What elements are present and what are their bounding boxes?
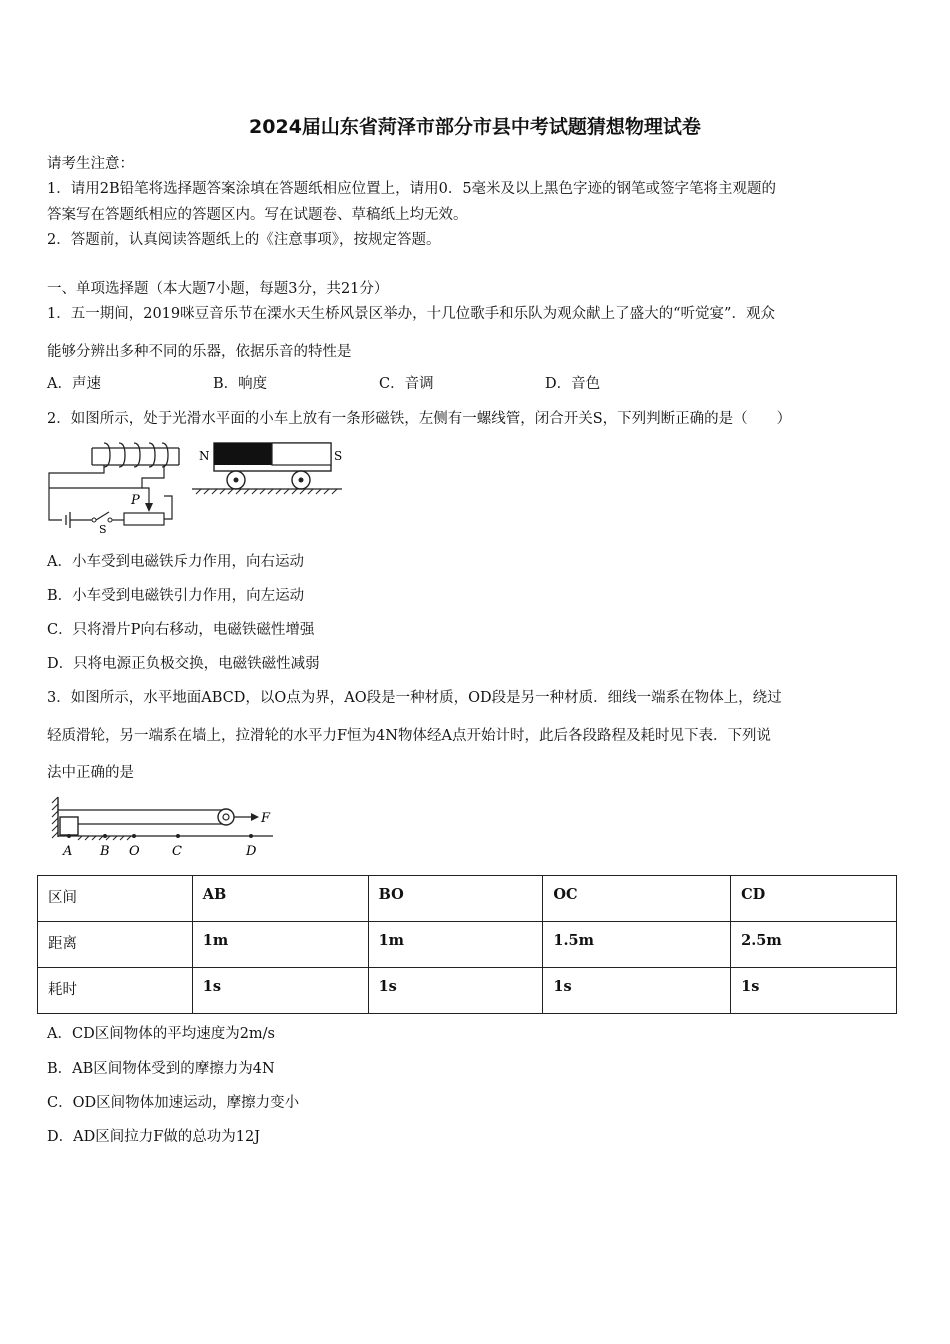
label-b: B: [100, 844, 110, 859]
notice-line-3: 2．答题前，认真阅读答题纸上的《注意事项》，按规定答题。: [47, 232, 441, 248]
q1-option-a[interactable]: A．声速: [47, 376, 101, 392]
magnet-n-half: [214, 443, 272, 465]
q2-option-a[interactable]: A．小车受到电磁铁斥力作用，向右运动: [47, 554, 304, 570]
q2-option-b[interactable]: B．小车受到电磁铁引力作用，向左运动: [47, 588, 305, 604]
wall: [52, 797, 58, 838]
table-cell: 1m: [368, 922, 543, 968]
q2-stem: 2．如图所示，处于光滑水平面的小车上放有一条形磁铁，左侧有一螺线管，闭合开关S，下列判断正确的是（ ）: [47, 411, 792, 427]
ground-hatch: [192, 489, 342, 494]
table-cell: OC: [543, 876, 731, 922]
label-c: C: [172, 844, 182, 859]
table-cell: BO: [368, 876, 543, 922]
table-cell: CD: [731, 876, 897, 922]
table-cell: 1s: [192, 968, 368, 1014]
q1-option-b[interactable]: B．响度: [213, 376, 268, 392]
notice-heading: 请考生注意：: [47, 156, 134, 172]
q2-figure: [44, 438, 344, 533]
q2-option-c[interactable]: C．只将滑片P向右移动，电磁铁磁性增强: [47, 622, 315, 638]
q3-option-c[interactable]: C．OD区间物体加速运动，摩擦力变小: [47, 1095, 300, 1111]
table-cell: 1s: [731, 968, 897, 1014]
table-cell: 1.5m: [543, 922, 731, 968]
table-cell: 1s: [543, 968, 731, 1014]
table-cell: AB: [192, 876, 368, 922]
table-cell: 区间: [38, 876, 193, 922]
table-row: [38, 968, 897, 1014]
table-cell: 距离: [38, 922, 193, 968]
q1-stem-line1: 1．五一期间，2019咪豆音乐节在溧水天生桥风景区举办，十几位歌手和乐队为观众献上了盛大的“听觉宴”．观众: [47, 306, 775, 322]
table-cell: 1s: [368, 968, 543, 1014]
ground-line: [58, 836, 273, 840]
cart: [214, 443, 331, 489]
notice-line-1: 1．请用2B铅笔将选择题答案涂填在答题纸相应位置上，请用0．5毫米及以上黑色字迹的钢笔或签字笔将主观题的: [47, 181, 777, 197]
q1-option-d[interactable]: D．音色: [545, 376, 601, 392]
q3-stem-line1: 3．如图所示，水平地面ABCD，以O点为界，AO段是一种材质，OD段是另一种材质．细线一端系在物体上，绕过: [47, 690, 782, 706]
table-row: [38, 876, 897, 922]
magnet-s-half: [272, 443, 331, 465]
label-n: N: [199, 449, 210, 463]
q2-option-d[interactable]: D．只将电源正负极交换，电磁铁磁性减弱: [47, 656, 320, 672]
label-s-magnet: S: [334, 449, 343, 463]
q3-data-table: [37, 875, 897, 1014]
label-f: F: [261, 811, 271, 826]
q3-option-d[interactable]: D．AD区间拉力F做的总功为12J: [47, 1129, 261, 1145]
q3-stem-line2: 轻质滑轮，另一端系在墙上，拉滑轮的水平力F恒为4N物体经A点开始计时，此后各段路程及耗时见下表．下列说: [47, 728, 771, 744]
table-cell: 2.5m: [731, 922, 897, 968]
table-cell: 1m: [192, 922, 368, 968]
notice-line-2: 答案写在答题纸相应的答题区内。写在试题卷、草稿纸上均无效。: [47, 207, 468, 223]
label-a: A: [63, 844, 73, 859]
circuit-wires: [49, 465, 172, 528]
q3-stem-line3: 法中正确的是: [47, 765, 134, 781]
label-d: D: [246, 844, 257, 859]
label-switch-s: S: [99, 523, 107, 533]
q3-option-a[interactable]: A．CD区间物体的平均速度为2m/s: [47, 1026, 275, 1042]
q1-option-c[interactable]: C．音调: [379, 376, 434, 392]
section-heading: 一、单项选择题（本大题7小题，每题3分，共21分）: [47, 281, 389, 297]
q3-figure: [48, 795, 288, 860]
q3-option-b[interactable]: B．AB区间物体受到的摩擦力为4N: [47, 1061, 275, 1077]
q1-stem-line2: 能够分辨出多种不同的乐器，依据乐音的特性是: [47, 344, 352, 360]
label-o: O: [129, 844, 140, 859]
q1-options: [47, 372, 711, 393]
block: [60, 817, 78, 835]
label-p: P: [131, 493, 140, 508]
solenoid-coil: [92, 443, 179, 467]
table-cell: 耗时: [38, 968, 193, 1014]
page-title: 2024届山东省菏泽市部分市县中考试题猜想物理试卷: [249, 116, 701, 138]
table-row: [38, 922, 897, 968]
